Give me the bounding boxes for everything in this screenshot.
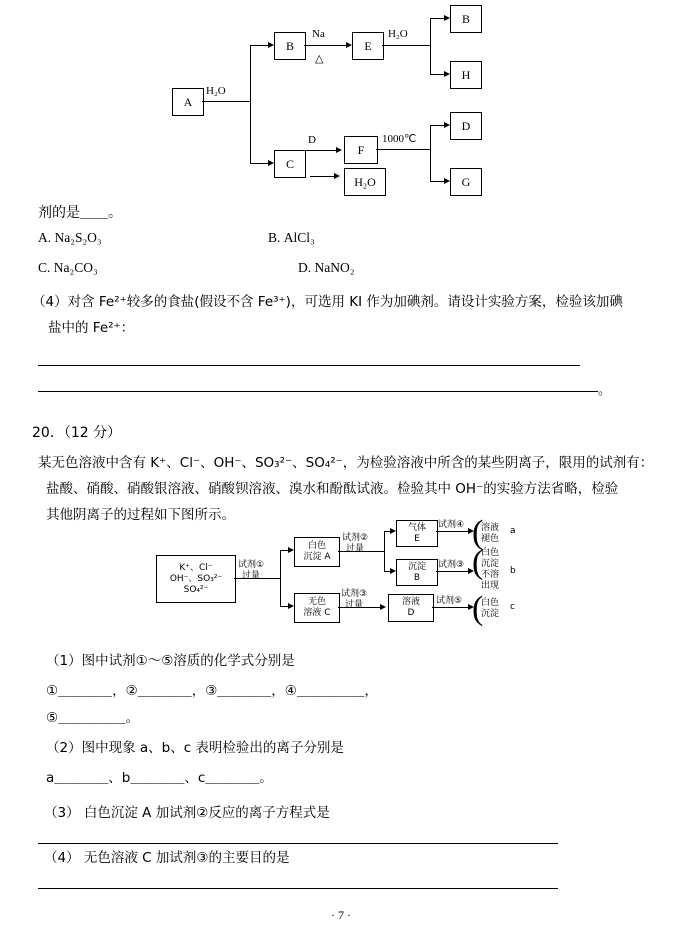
answer-line-2 xyxy=(38,391,598,392)
result-b-text: 白色 沉淀 不溶 出现 xyxy=(481,548,500,591)
edge-B-E xyxy=(304,45,350,46)
brace-a: ( xyxy=(472,514,484,551)
q20-sub1-blanks-2: ⑤＿＿＿＿＿。 xyxy=(46,710,140,726)
edge-source-vertical xyxy=(280,550,281,606)
q20-sub4: （4） 无色溶液 C 加试剂③的主要目的是 xyxy=(44,850,290,866)
q20-sub2-blanks: a＿＿＿＿、b＿＿＿＿、c＿＿＿＿。 xyxy=(46,770,273,786)
edge-label-D: D xyxy=(308,134,316,146)
edge-E-to-a xyxy=(436,531,472,532)
node-gas-E: 气体 E xyxy=(396,520,438,547)
edge-label-1000c: 1000℃ xyxy=(382,133,417,145)
node-source-ions: K⁺、Cl⁻ OH⁻、SO₃²⁻ SO₄²⁻ xyxy=(156,555,236,603)
label-reagent-4: 试剂④ xyxy=(438,520,465,530)
q20-paragraph-3: 其他阴离子的过程如下图所示。 xyxy=(46,507,235,523)
node-C: C xyxy=(274,150,306,178)
edge-A-vertical xyxy=(384,531,385,571)
node-H2O: H₂O xyxy=(344,168,386,196)
edge-E-split-vertical xyxy=(430,18,431,74)
q20-paragraph-2: 盐酸、硝酸、硝酸银溶液、硝酸钡溶液、溴水和酚酞试液。检验其中 OH⁻的实验方法省略，检验 xyxy=(46,481,619,497)
result-a-mark: a xyxy=(510,526,516,536)
node-H: H xyxy=(450,61,482,89)
edge-F-trunk xyxy=(376,149,430,150)
edge-label-delta: △ xyxy=(315,53,324,65)
node-G: G xyxy=(450,168,482,196)
brace-b: ( xyxy=(472,544,484,581)
edge-B-to-b xyxy=(436,571,472,572)
result-a-text: 溶液 褪色 xyxy=(481,523,500,544)
arrow-C-H2O xyxy=(334,173,340,179)
arrow-C-to-D xyxy=(380,604,386,610)
q20-paragraph-1: 某无色溶液中含有 K⁺、Cl⁻、OH⁻、SO₃²⁻、SO₄²⁻，为检验溶液中所含的某些阴离子，限用的试剂有： xyxy=(38,455,654,471)
q20-sub1: （1）图中试剂①～⑤溶质的化学式分别是 xyxy=(46,653,295,669)
node-B-top: B xyxy=(274,32,306,60)
page-number: · 7 · xyxy=(331,908,351,922)
label-reagent-1: 试剂① 过量 xyxy=(238,560,265,581)
brace-c: ( xyxy=(472,590,484,627)
option-A: A. Na₂S₂O₃ xyxy=(38,230,102,245)
node-solution-D: 溶液 D xyxy=(388,594,434,622)
edge-C-F xyxy=(304,150,340,151)
edge-label-Na: Na xyxy=(312,28,325,40)
q4-line1: （4）对含 Fe²⁺较多的食盐(假设不含 Fe³⁺)，可选用 KI 作为加碘剂。请设计实验方案，检验该加碘 xyxy=(32,294,623,310)
node-D: D xyxy=(450,112,482,140)
edge-split-vertical xyxy=(250,45,251,163)
node-precipitate-B: 沉淀 B xyxy=(396,559,438,586)
edge-label-a-h2o: H₂O xyxy=(206,85,226,97)
label-reagent-5: 试剂⑤ xyxy=(436,596,463,606)
q20-title: 20．（12 分） xyxy=(32,425,122,441)
node-F: F xyxy=(344,136,378,164)
q20-sub2: （2）图中现象 a、b、c 表明检验出的离子分别是 xyxy=(46,740,344,756)
q3-tail-line: 剂的是＿＿。 xyxy=(38,205,122,221)
edge-D-to-c xyxy=(432,607,472,608)
edge-E-trunk xyxy=(382,45,430,46)
q20-sub3: （3） 白色沉淀 A 加试剂②反应的离子方程式是 xyxy=(44,805,330,821)
result-c-text: 白色 沉淀 xyxy=(481,598,500,619)
node-E: E xyxy=(352,32,384,60)
answer-line-4 xyxy=(38,888,558,889)
node-B-out: B xyxy=(450,5,482,33)
edge-a-trunk xyxy=(202,101,250,102)
flow-diagram-top xyxy=(0,0,682,200)
option-D: D. NaNO₂ xyxy=(298,260,355,275)
option-B: B. AlCl₃ xyxy=(268,230,315,245)
q4-line2: 盐中的 Fe²⁺： xyxy=(48,320,135,336)
arrow-C-F xyxy=(336,147,342,153)
node-colorless-solution-C: 无色 溶液 C xyxy=(294,593,340,623)
label-reagent-3-lower: 试剂③ 过量 xyxy=(341,589,368,610)
label-reagent-3-upper: 试剂③ xyxy=(438,560,465,570)
option-C: C. Na₂CO₃ xyxy=(38,260,98,275)
node-white-precipitate-A: 白色 沉淀 A xyxy=(294,537,340,567)
answer-line-1 xyxy=(38,365,580,366)
q20-sub1-blanks: ①＿＿＿＿，②＿＿＿＿，③＿＿＿＿，④＿＿＿＿＿， xyxy=(46,683,378,699)
label-reagent-2: 试剂② 过量 xyxy=(342,533,369,554)
answer-line-3 xyxy=(38,843,558,844)
edge-F-split-vertical xyxy=(430,125,431,181)
node-A: A xyxy=(172,88,204,116)
edge-label-e-h2o: H₂O xyxy=(388,28,408,40)
answer-line-2-period: 。 xyxy=(598,383,612,398)
result-b-mark: b xyxy=(510,566,516,576)
result-c-mark: c xyxy=(510,602,515,612)
